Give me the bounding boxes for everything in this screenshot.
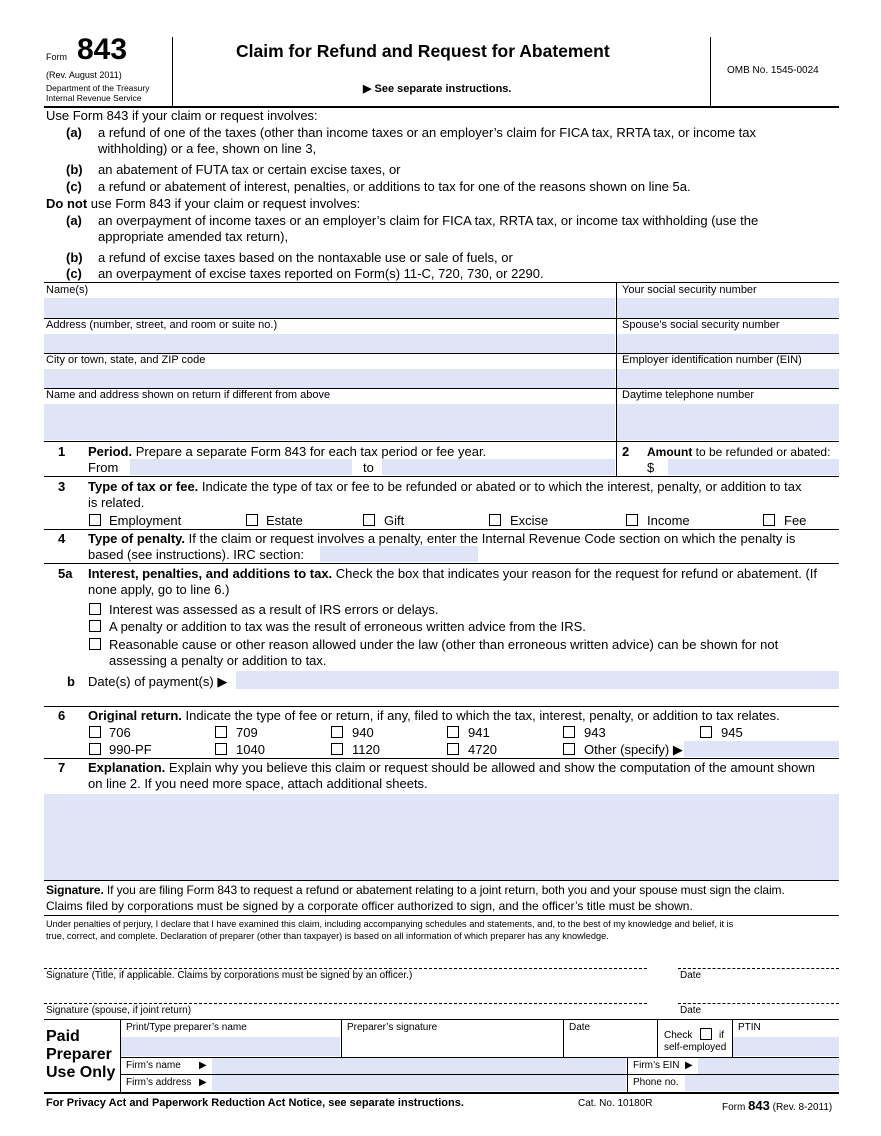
spouse-signature-field[interactable] [44, 987, 647, 1003]
line4-text1: Type of penalty. If the claim or request involves a penalty, enter the Internal Revenue Code section on which the penalty is [88, 531, 796, 546]
use-item-a-line2: withholding) or a fee, shown on line 3, [98, 141, 317, 156]
line3-num: 3 [58, 479, 66, 494]
see-instructions: ▶ See separate instructions. [363, 83, 512, 95]
income-checkbox[interactable] [626, 514, 638, 526]
income-label: Income [647, 513, 690, 528]
return-940-label: 940 [352, 725, 374, 740]
form-revision: (Rev. August 2011) [46, 70, 122, 80]
footer-form-id: Form 843 (Rev. 8-2011) [722, 1098, 833, 1113]
perjury-text1: Under penalties of perjury, I declare that I have examined this claim, including accompanying schedules and statements, and, to the best of my knowledge and belief, it is [46, 919, 734, 929]
use-item-a-line1: a refund of one of the taxes (other than income taxes or an employer’s claim for FICA tax, RRTA tax, or income tax [98, 125, 757, 140]
use-only-label: Use Only [46, 1064, 116, 1081]
date-payments-input[interactable] [236, 671, 839, 689]
firm-phone-input[interactable] [685, 1075, 839, 1091]
donot-item-b-letter: (b) [66, 250, 83, 265]
return-945-checkbox[interactable] [700, 726, 712, 738]
return-940-checkbox[interactable] [331, 726, 343, 738]
line2-text: Amount to be refunded or abated: [647, 445, 831, 459]
line1-to-label: to [363, 460, 374, 475]
return-other-checkbox[interactable] [563, 743, 575, 755]
line1-from-label: From [88, 460, 119, 475]
form-number: 843 [77, 33, 128, 66]
excise-label: Excise [510, 513, 549, 528]
preparer-date-label: Date [569, 1022, 591, 1033]
other-specify-input[interactable] [684, 741, 839, 757]
self-employed-label: self-employed [664, 1042, 727, 1053]
return-4720-label: 4720 [468, 742, 497, 757]
return-990pf-label: 990-PF [109, 742, 152, 757]
line5a-text1: Interest, penalties, and additions to tax. Check the box that indicates your reason for the request for refund or abatement. (If [88, 566, 818, 581]
line1-num: 1 [58, 444, 66, 459]
return-945-label: 945 [721, 725, 743, 740]
signature-text2: Claims filed by corporations must be signed by a corporate officer authorized to sign, and the officer’s title must be shown. [46, 899, 693, 913]
use-item-a-letter: (a) [66, 125, 82, 140]
return-706-checkbox[interactable] [89, 726, 101, 738]
taxpayer-date-field[interactable] [678, 952, 839, 968]
names-label: Name(s) [46, 284, 89, 296]
reasonable-cause-checkbox[interactable] [89, 638, 101, 650]
firm-ein-input[interactable] [698, 1058, 839, 1074]
date2-label: Date [680, 1005, 702, 1016]
firm-phone-label: Phone no. [633, 1077, 679, 1088]
return-706-label: 706 [109, 725, 131, 740]
perjury-text2: true, correct, and complete. Declaration of preparer (other than taxpayer) is based on all information of which preparer has any knowledge. [46, 931, 609, 941]
donot-item-c-line1: an overpayment of excise taxes reported on Form(s) 11-C, 720, 730, or 2290. [98, 266, 544, 281]
spouse-ssn-input[interactable] [617, 334, 839, 353]
firm-ein-label: Firm’s EIN [633, 1060, 680, 1071]
reasonable-cause-label1: Reasonable cause or other reason allowed under the law (other than erroneous written advice) can be shown for not [109, 637, 779, 652]
catalog-number: Cat. No. 10180R [578, 1098, 653, 1109]
phone-input[interactable] [617, 404, 839, 440]
names-input[interactable] [44, 298, 615, 318]
dollar-sign: $ [647, 460, 655, 475]
erroneous-advice-label: A penalty or addition to tax was the result of erroneous written advice from the IRS. [109, 619, 586, 634]
use-item-b-letter: (b) [66, 162, 83, 177]
donot-item-c-letter: (c) [66, 266, 82, 281]
irc-section-input[interactable] [320, 546, 478, 562]
period-to-input[interactable] [382, 459, 615, 475]
name-diff-label: Name and address shown on return if different from above [46, 389, 331, 401]
firm-ein-arrow: ▶ [685, 1060, 693, 1071]
date-payments-label: Date(s) of payment(s) ▶ [88, 674, 228, 689]
firm-name-input[interactable] [212, 1058, 626, 1074]
department: Department of the Treasury [46, 83, 150, 93]
line1-text: Period. Prepare a separate Form 843 for each tax period or fee year. [88, 444, 487, 459]
return-709-label: 709 [236, 725, 258, 740]
preparer-name-input[interactable] [121, 1037, 340, 1056]
privacy-notice: For Privacy Act and Paperwork Reduction Act Notice, see separate instructions. [46, 1097, 464, 1109]
return-990pf-checkbox[interactable] [89, 743, 101, 755]
line3-text2: is related. [88, 495, 145, 510]
signature-text1: Signature. If you are filing Form 843 to request a refund or abatement relating to a joint return, both you and your spouse must sign the claim. [46, 883, 785, 897]
do-not-use-line: Do not use Form 843 if your claim or request involves: [46, 196, 361, 211]
form-label: Form [46, 52, 67, 62]
return-1120-checkbox[interactable] [331, 743, 343, 755]
omb-number: OMB No. 1545-0024 [727, 65, 819, 76]
employment-label: Employment [109, 513, 182, 528]
firm-address-label: Firm’s address [126, 1077, 192, 1088]
return-1120-label: 1120 [352, 742, 380, 757]
ein-input[interactable] [617, 369, 839, 388]
check-label: Check [664, 1030, 693, 1041]
return-4720-checkbox[interactable] [447, 743, 459, 755]
return-1040-checkbox[interactable] [215, 743, 227, 755]
paid-label: Paid [46, 1028, 80, 1045]
line6-num: 6 [58, 708, 66, 723]
name-diff-input[interactable] [44, 404, 615, 440]
reasonable-cause-label2: assessing a penalty or addition to tax. [109, 653, 327, 668]
firm-address-input[interactable] [212, 1075, 626, 1091]
return-943-label: 943 [584, 725, 606, 740]
address-label: Address (number, street, and room or suite no.) [46, 319, 278, 331]
signature1-label: Signature (Title, if applicable. Claims by corporations must be signed by an officer.) [46, 970, 413, 981]
fee-checkbox[interactable] [763, 514, 775, 526]
agency: Internal Revenue Service [46, 93, 142, 103]
ssn-input[interactable] [617, 298, 839, 318]
ptin-label: PTIN [738, 1022, 761, 1033]
erroneous-advice-checkbox[interactable] [89, 620, 101, 632]
firm-name-label: Firm’s name [126, 1060, 181, 1071]
form-title: Claim for Refund and Request for Abatement [236, 41, 610, 61]
estate-checkbox[interactable] [246, 514, 258, 526]
period-from-input[interactable] [130, 459, 352, 475]
gift-label: Gift [384, 513, 405, 528]
line6-text: Original return. Indicate the type of fee or return, if any, filed to which the tax, interest, penalty, or addition to tax relates. [88, 708, 780, 723]
amount-input[interactable] [668, 459, 839, 475]
estate-label: Estate [266, 513, 303, 528]
taxpayer-signature-field[interactable] [44, 952, 647, 968]
spouse-date-field[interactable] [678, 987, 839, 1003]
ptin-input[interactable] [733, 1037, 839, 1056]
return-other-label: Other (specify) ▶ [584, 742, 683, 757]
self-employed-checkbox[interactable] [700, 1028, 712, 1040]
use-item-b-line1: an abatement of FUTA tax or certain excise taxes, or [98, 162, 401, 177]
return-709-checkbox[interactable] [215, 726, 227, 738]
use-item-c-letter: (c) [66, 179, 82, 194]
fee-label: Fee [784, 513, 807, 528]
if-label: if [719, 1030, 724, 1041]
ssn-label: Your social security number [622, 284, 757, 296]
donot-item-b-line1: a refund of excise taxes based on the nontaxable use or sale of fuels, or [98, 250, 513, 265]
return-943-checkbox[interactable] [563, 726, 575, 738]
firm-address-arrow: ▶ [199, 1077, 207, 1088]
line5a-num: 5a [58, 566, 73, 581]
spouse-ssn-label: Spouse’s social security number [622, 319, 780, 331]
phone-label: Daytime telephone number [622, 389, 755, 401]
line4-num: 4 [58, 531, 66, 546]
signature2-label: Signature (spouse, if joint return) [46, 1005, 192, 1016]
excise-checkbox[interactable] [489, 514, 501, 526]
return-941-checkbox[interactable] [447, 726, 459, 738]
ein-label: Employer identification number (EIN) [622, 354, 802, 366]
gift-checkbox[interactable] [363, 514, 375, 526]
line2-num: 2 [622, 444, 630, 459]
line4-text2: based (see instructions). IRC section: [88, 547, 305, 562]
donot-item-a-line2: appropriate amended tax return), [98, 229, 289, 244]
preparer-label: Preparer [46, 1046, 112, 1063]
use-form-line: Use Form 843 if your claim or request involves: [46, 108, 318, 123]
explanation-textarea[interactable] [44, 794, 839, 880]
line5b-num: b [67, 674, 75, 689]
donot-item-a-letter: (a) [66, 213, 82, 228]
line5a-text2: none apply, go to line 6.) [88, 582, 230, 597]
return-1040-label: 1040 [236, 742, 265, 757]
use-item-c-line1: a refund or abatement of interest, penalties, or additions to tax for one of the reasons shown on line 5a. [98, 179, 691, 194]
return-941-label: 941 [468, 725, 490, 740]
line7-text2: on line 2. If you need more space, attach additional sheets. [88, 776, 428, 791]
city-input[interactable] [44, 369, 615, 388]
firm-name-arrow: ▶ [199, 1060, 207, 1071]
employment-checkbox[interactable] [89, 514, 101, 526]
interest-irs-errors-checkbox[interactable] [89, 603, 101, 615]
line3-text1: Type of tax or fee. Indicate the type of tax or fee to be refunded or abated or to which the interest, penalty, or addition to tax [88, 479, 802, 494]
interest-irs-errors-label: Interest was assessed as a result of IRS errors or delays. [109, 602, 439, 617]
line7-num: 7 [58, 760, 66, 775]
donot-item-a-line1: an overpayment of income taxes or an employer’s claim for FICA tax, RRTA tax, or income tax withholding (use the [98, 213, 759, 228]
line7-text1: Explanation. Explain why you believe this claim or request should be allowed and show the computation of the amount shown [88, 760, 815, 775]
preparer-signature-label: Preparer’s signature [347, 1022, 438, 1033]
print-name-label: Print/Type preparer’s name [126, 1022, 247, 1033]
date1-label: Date [680, 970, 702, 981]
city-label: City or town, state, and ZIP code [46, 354, 206, 366]
address-input[interactable] [44, 334, 615, 353]
